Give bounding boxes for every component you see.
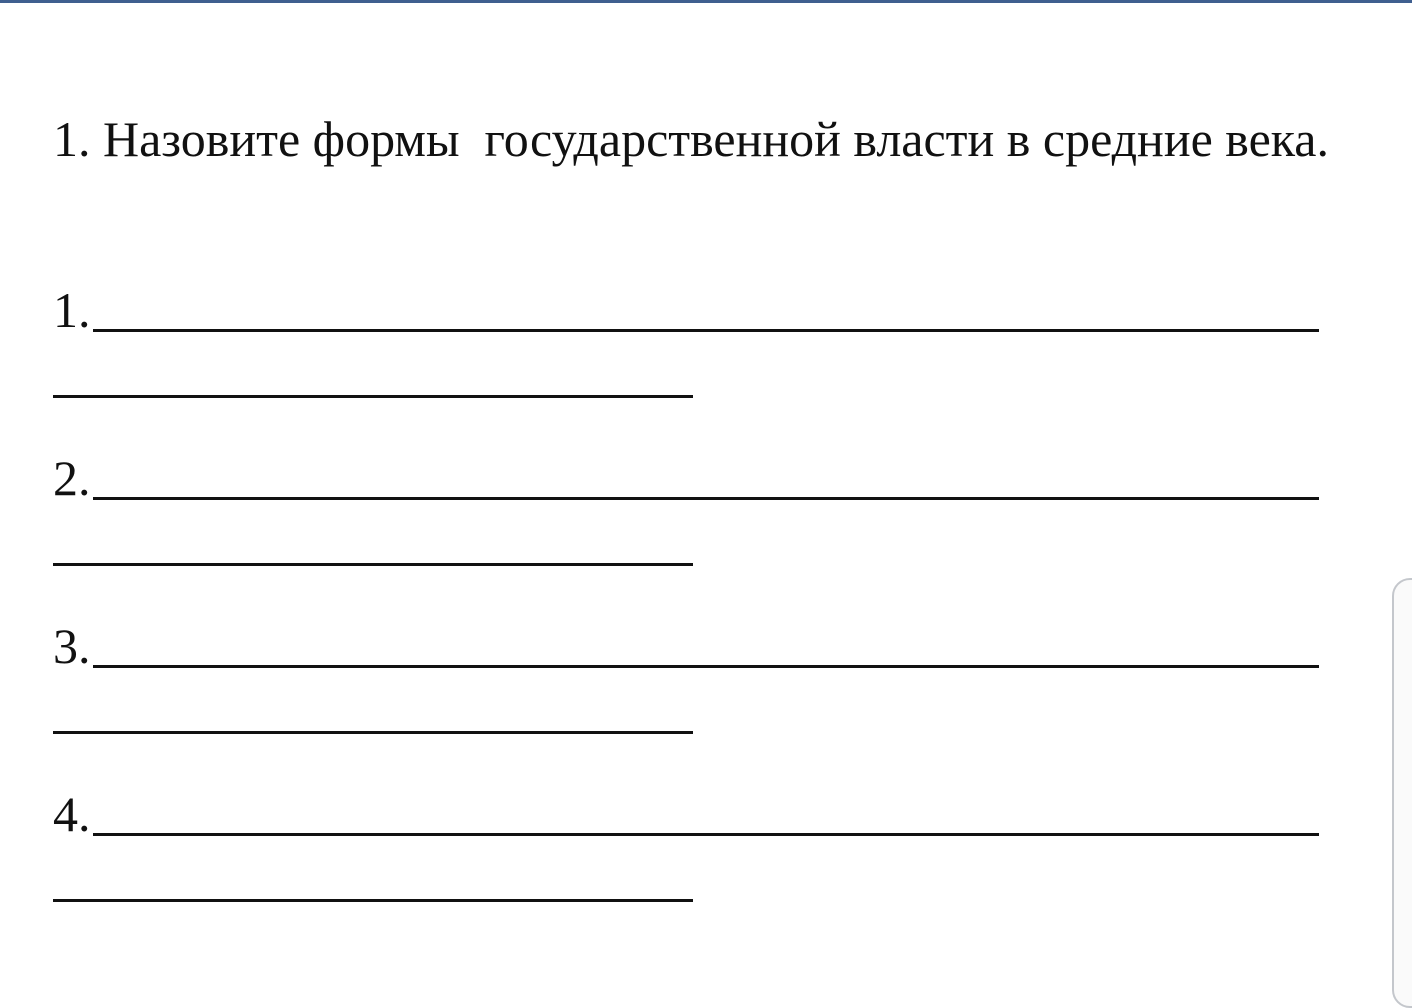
- answer-item-2: [53, 450, 1323, 583]
- answer-item-4: [53, 786, 1323, 919]
- answer-item-3: [53, 618, 1323, 751]
- side-panel-edge[interactable]: [1392, 578, 1412, 1008]
- answer-number: 1.: [53, 282, 91, 338]
- answer-number: 4.: [53, 786, 91, 842]
- answer-line-continuation[interactable]: [53, 395, 693, 398]
- top-border: [0, 0, 1412, 3]
- answer-line-continuation[interactable]: [53, 731, 693, 734]
- answer-line-continuation[interactable]: [53, 899, 693, 902]
- answer-number: 3.: [53, 618, 91, 674]
- answer-line[interactable]: [93, 329, 1319, 332]
- answer-item-1: [53, 282, 1323, 415]
- answer-line-continuation[interactable]: [53, 563, 693, 566]
- question-text: 1. Назовите формы государственной власти в средние века.: [53, 111, 1330, 167]
- answer-line[interactable]: [93, 497, 1319, 500]
- answer-line[interactable]: [93, 833, 1319, 836]
- answer-line[interactable]: [93, 665, 1319, 668]
- answer-number: 2.: [53, 450, 91, 506]
